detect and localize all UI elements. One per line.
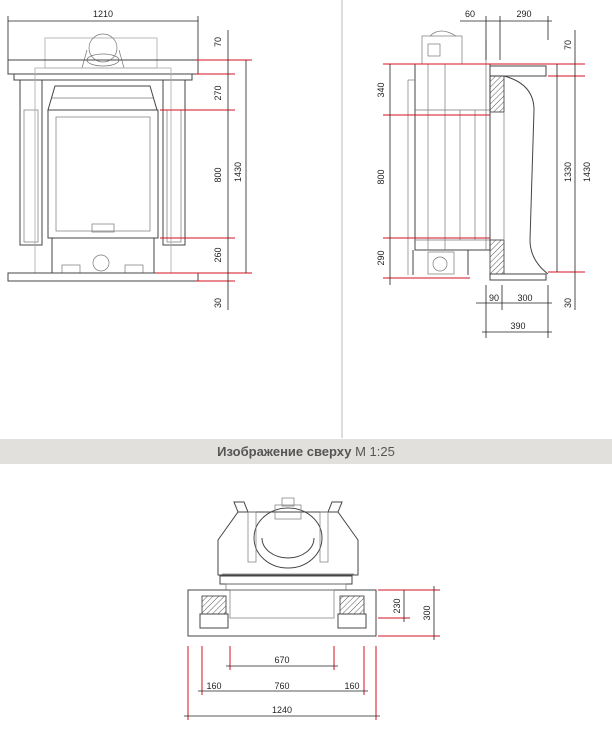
- side-left-height-2: 800: [376, 169, 386, 185]
- front-width-label: 1210: [92, 9, 114, 19]
- side-top-width-2: 290: [516, 9, 532, 19]
- top-view: [188, 498, 376, 636]
- front-height-5: 30: [213, 297, 223, 309]
- side-right-height-2: 1330: [563, 161, 573, 183]
- top-width-2: 760: [274, 681, 290, 691]
- top-width-1: 160: [206, 681, 222, 691]
- side-right-height-3: 1430: [582, 161, 592, 183]
- top-inner-width: 670: [274, 655, 290, 665]
- side-left-height-1: 340: [376, 82, 386, 98]
- front-view: [8, 34, 198, 281]
- side-view: [408, 31, 548, 280]
- front-height-2: 270: [213, 85, 223, 101]
- side-dimensions: [376, 9, 592, 338]
- section-title: Изображение сверху M 1:25: [217, 444, 395, 459]
- top-depth-2: 300: [422, 605, 432, 621]
- side-right-height-4: 30: [563, 297, 573, 309]
- top-depth-1: 230: [392, 598, 402, 614]
- side-top-width-1: 60: [464, 9, 476, 19]
- front-height-4: 260: [213, 247, 223, 263]
- side-left-height-3: 290: [376, 250, 386, 266]
- side-bottom-total: 390: [510, 321, 526, 331]
- front-total-height: 1430: [233, 161, 243, 183]
- side-bottom-width-2: 300: [517, 293, 533, 303]
- top-width-3: 160: [344, 681, 360, 691]
- side-right-height-1: 70: [563, 39, 573, 51]
- side-bottom-width-1: 90: [488, 293, 500, 303]
- top-total-width: 1240: [271, 705, 293, 715]
- front-height-1: 70: [213, 36, 223, 48]
- front-height-3: 800: [213, 167, 223, 183]
